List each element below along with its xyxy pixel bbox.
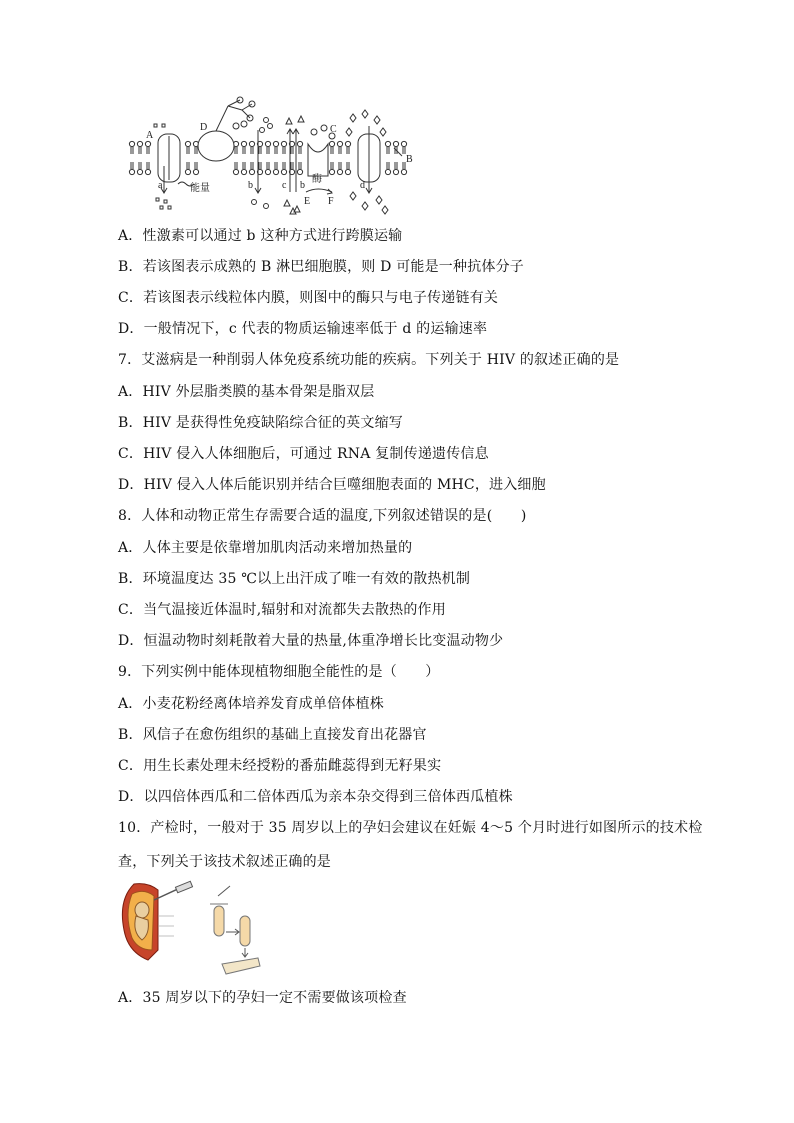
lipid-head: [193, 169, 198, 174]
enzyme-protein: [308, 144, 328, 176]
label-A: A: [146, 130, 154, 141]
lipid-tail: [283, 147, 285, 154]
lipid-tail: [403, 162, 405, 169]
lipid-head: [329, 169, 334, 174]
q9-option-d: D．以四倍体西瓜和二倍体西瓜为亲本杂交得到三倍体西瓜植株: [118, 789, 513, 805]
lipid-tail: [291, 147, 293, 154]
lipid-tail: [403, 147, 405, 154]
lipid-tail: [339, 147, 341, 154]
label-E: E: [304, 196, 311, 207]
lipid-head: [345, 169, 350, 174]
lipid-head: [345, 141, 350, 146]
lipid-head: [249, 141, 254, 146]
lipid-tail: [275, 162, 277, 169]
protein-d: [198, 131, 234, 161]
lipid-head: [401, 141, 406, 146]
lipid-tail: [187, 147, 189, 154]
fetus-head: [135, 902, 149, 918]
q9-option-c: C．用生长素处理未经授粉的番茄雌蕊得到无籽果实: [118, 758, 442, 774]
lipid-tail: [147, 162, 149, 169]
lipid-head: [145, 169, 150, 174]
lipid-head: [273, 141, 278, 146]
lipid-tail: [331, 162, 333, 169]
amniocentesis-figure: [118, 880, 268, 976]
culture-flask: [222, 958, 260, 974]
lipid-tail: [235, 147, 237, 154]
enzyme-label: 酶: [312, 174, 322, 185]
label-b1: b: [248, 180, 253, 191]
q8-option-d: D．恒温动物时刻耗散着大量的热量,体重净增长比变温动物少: [118, 633, 504, 649]
q8-option-b: B．环境温度达 35 ℃以上出汗成了唯一有效的散热机制: [118, 571, 471, 587]
q8-option-a: A．人体主要是依靠增加肌肉活动来增加热量的: [118, 540, 413, 556]
q7-option-d: D．HIV 侵入人体后能识别并结合巨噬细胞表面的 MHC，进入细胞: [118, 477, 546, 493]
q6-option-b: B．若该图表示成熟的 B 淋巴细胞膜，则 D 可能是一种抗体分子: [118, 259, 524, 275]
q6-option-a: A．性激素可以通过 b 这种方式进行跨膜运输: [118, 228, 403, 244]
lipid-head: [145, 141, 150, 146]
energy-label: 能量: [190, 183, 210, 194]
lipid-tail: [139, 147, 141, 154]
test-tube-1: [214, 906, 224, 936]
lipid-head: [337, 169, 342, 174]
lipid-head: [297, 141, 302, 146]
lipid-tail: [187, 162, 189, 169]
lipid-tail: [387, 162, 389, 169]
lipid-tail: [299, 162, 301, 169]
lipid-head: [329, 141, 334, 146]
lipid-tail: [267, 162, 269, 169]
lipid-head: [281, 169, 286, 174]
lipid-head: [337, 141, 342, 146]
lipid-tail: [299, 147, 301, 154]
lipid-tail: [131, 147, 133, 154]
lipid-head: [241, 169, 246, 174]
lipid-head: [297, 169, 302, 174]
lipid-tail: [131, 162, 133, 169]
lipid-head: [185, 169, 190, 174]
label-C: C: [330, 124, 337, 135]
lipid-tail: [243, 147, 245, 154]
lipid-head: [385, 141, 390, 146]
lipid-tail: [291, 162, 293, 169]
lipid-tail: [195, 147, 197, 154]
lipid-head: [185, 141, 190, 146]
label-B: B: [406, 154, 413, 165]
lipid-tail: [147, 147, 149, 154]
q10-option-a: A．35 周岁以下的孕妇一定不需要做该项检查: [118, 990, 407, 1006]
label-F: F: [328, 196, 334, 207]
lipid-tail: [347, 162, 349, 169]
q7-option-c: C．HIV 侵入人体细胞后，可通过 RNA 复制传递遗传信息: [118, 446, 489, 462]
lipid-tail: [331, 147, 333, 154]
q9-option-b: B．风信子在愈伤组织的基础上直接发育出花器官: [118, 727, 427, 743]
lipid-tail: [283, 162, 285, 169]
lipid-head: [385, 169, 390, 174]
q7-option-b: B．HIV 是获得性免疫缺陷综合征的英文缩写: [118, 415, 403, 431]
q9-option-a: A．小麦花粉经离体培养发育成单倍体植株: [118, 696, 384, 712]
q7-stem: 7．艾滋病是一种削弱人体免疫系统功能的疾病。下列关于 HIV 的叙述正确的是: [118, 352, 620, 368]
q10-stem-line2: 查，下列关于该技术叙述正确的是: [118, 854, 331, 870]
lipid-tail: [347, 147, 349, 154]
q6-option-d: D．一般情况下，c 代表的物质运输速率低于 d 的运输速率: [118, 321, 488, 337]
lipid-head: [273, 169, 278, 174]
lipid-head: [265, 169, 270, 174]
q7-option-a: A．HIV 外层脂类膜的基本骨架是脂双层: [118, 384, 375, 400]
q8-option-c: C．当气温接近体温时,辐射和对流都失去散热的作用: [118, 602, 446, 618]
lipid-tail: [395, 162, 397, 169]
label-D: D: [200, 122, 208, 133]
lipid-tail: [267, 147, 269, 154]
q6-option-c: C．若该图表示线粒体内膜，则图中的酶只与电子传递链有关: [118, 290, 499, 306]
label-c: c: [282, 180, 287, 191]
label-a: a: [158, 180, 163, 191]
lipid-head: [129, 141, 134, 146]
lipid-head: [393, 169, 398, 174]
lipid-tail: [259, 162, 261, 169]
amniocentesis-diagram: [118, 880, 268, 976]
lipid-tail: [387, 147, 389, 154]
lipid-head: [137, 141, 142, 146]
test-tube-2: [240, 916, 250, 946]
label-d: d: [360, 180, 365, 191]
q9-stem: 9．下列实例中能体现植物细胞全能性的是（ ）: [118, 664, 440, 680]
label-b2: b: [300, 180, 305, 191]
lipid-tail: [139, 162, 141, 169]
lipid-tail: [339, 162, 341, 169]
membrane-diagram: [118, 96, 428, 220]
lipid-head: [249, 169, 254, 174]
lipid-head: [241, 141, 246, 146]
syringe: [175, 881, 192, 893]
lipid-head: [265, 141, 270, 146]
lipid-head: [129, 169, 134, 174]
lipid-head: [233, 169, 238, 174]
lipid-head: [393, 141, 398, 146]
lipid-tail: [251, 147, 253, 154]
lipid-head: [137, 169, 142, 174]
q10-stem-line1: 10．产检时，一般对于 35 周岁以上的孕妇会建议在妊娠 4～5 个月时进行如图所示的技术检: [118, 820, 703, 836]
lipid-head: [401, 169, 406, 174]
lipid-tail: [275, 147, 277, 154]
q8-stem: 8．人体和动物正常生存需要合适的温度,下列叙述错误的是( ): [118, 508, 527, 524]
lipid-tail: [259, 147, 261, 154]
lipid-tail: [243, 162, 245, 169]
lipid-tail: [235, 162, 237, 169]
lipid-tail: [195, 162, 197, 169]
lipid-head: [281, 141, 286, 146]
lipid-tail: [251, 162, 253, 169]
membrane-transport-figure: [118, 96, 428, 220]
